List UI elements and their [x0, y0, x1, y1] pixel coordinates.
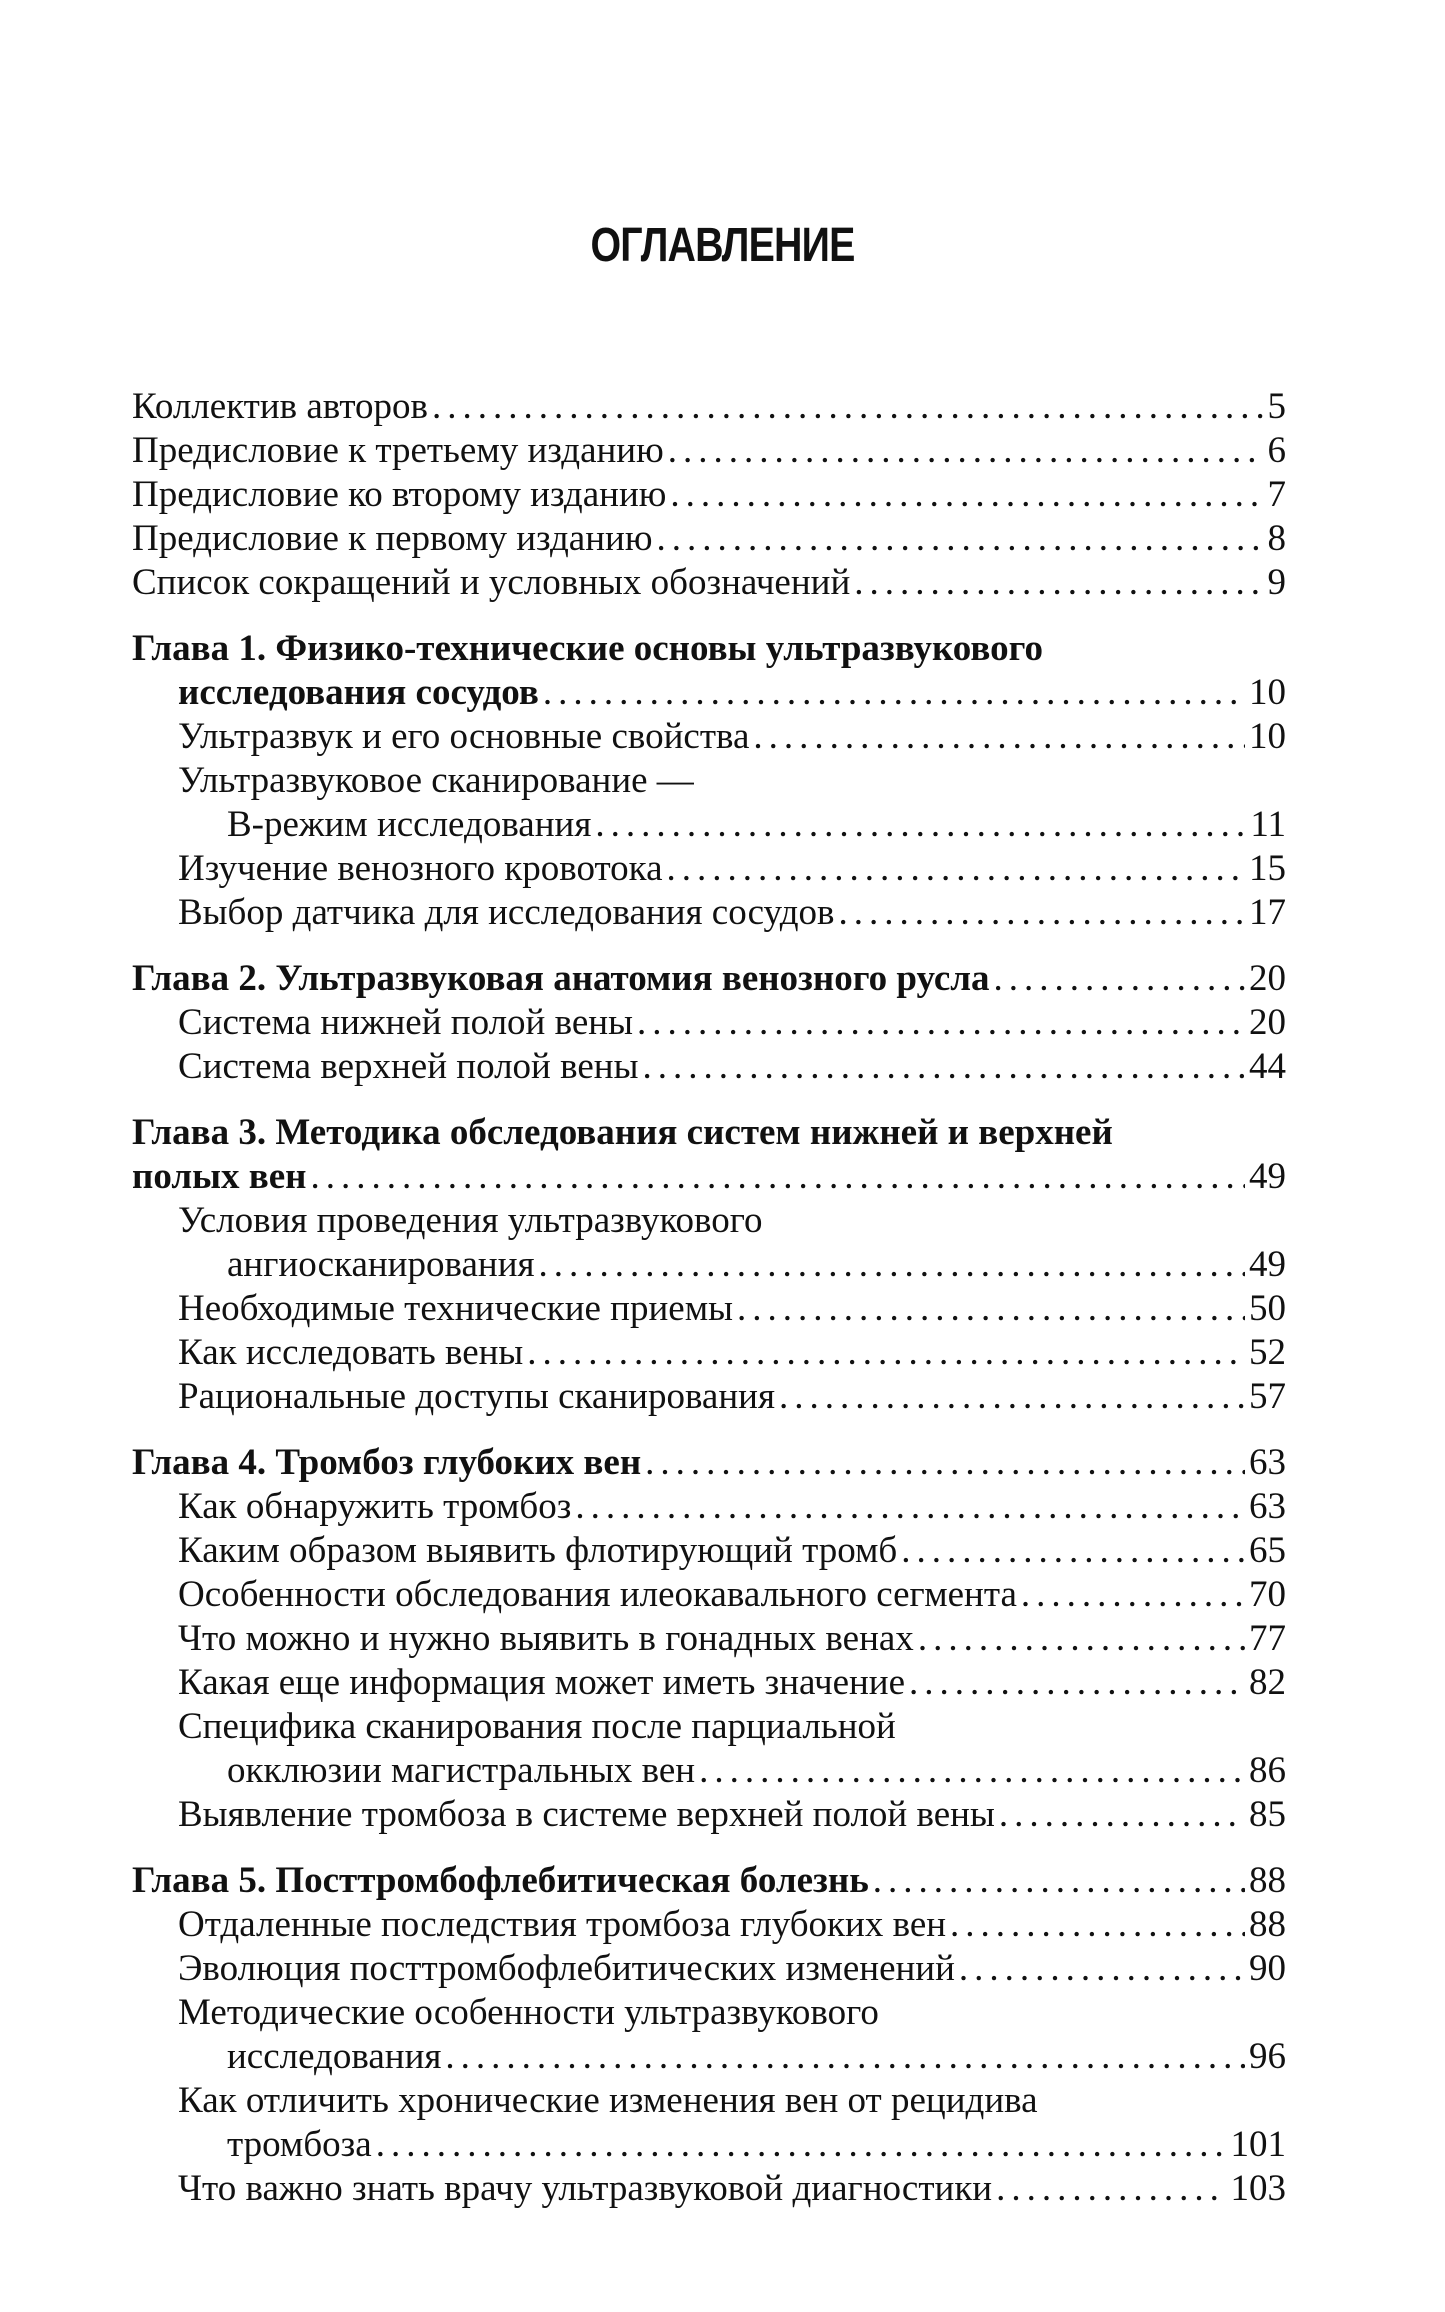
entry-title: Изучение венозного кровотока [178, 848, 663, 889]
chapter-page: 88 [1249, 1860, 1286, 1901]
chapter-3 [132, 1111, 1286, 1419]
entry-title: Ультразвуковое сканирование — [178, 760, 694, 801]
toc-entry [132, 1617, 1286, 1661]
table-of-contents [132, 385, 1286, 2233]
toc-entry [132, 715, 1286, 759]
dot-leader [909, 1661, 1245, 1705]
entry-title: Особенности обследования илеокавального сегмента [178, 1574, 1017, 1615]
entry-page: 9 [1267, 562, 1286, 603]
dot-leader [575, 1485, 1245, 1529]
entry-page: 103 [1230, 2168, 1286, 2209]
entry-page: 90 [1249, 1948, 1286, 1989]
dot-leader [854, 561, 1263, 605]
entry-title: Предисловие к первому изданию [132, 518, 653, 559]
dot-leader [595, 803, 1246, 847]
toc-entry [132, 891, 1286, 935]
chapter-page: 20 [1249, 958, 1286, 999]
chapter-4 [132, 1441, 1286, 1837]
chapter-heading [132, 1859, 1286, 1903]
entry-page: 85 [1249, 1794, 1286, 1835]
entry-title: Как отличить хронические изменения вен от рецидива [178, 2080, 1038, 2121]
chapter-heading-continued [132, 1155, 1286, 1199]
toc-entry [132, 1573, 1286, 1617]
toc-entry [132, 561, 1286, 605]
toc-entry-continued [132, 1243, 1286, 1287]
dot-leader [376, 2123, 1227, 2167]
dot-leader [839, 891, 1245, 935]
toc-entry [132, 1199, 1286, 1243]
toc-entry [132, 1375, 1286, 1419]
dot-leader [645, 1441, 1245, 1485]
entry-title: Выявление тромбоза в системе верхней полой вены [178, 1794, 995, 1835]
entry-title: Отдаленные последствия тромбоза глубоких вен [178, 1904, 947, 1945]
dot-leader [637, 1001, 1245, 1045]
dot-leader [950, 1903, 1245, 1947]
chapter-page: 63 [1249, 1442, 1286, 1483]
dot-leader [996, 2167, 1226, 2211]
toc-entry-continued [132, 2123, 1286, 2167]
dot-leader [667, 847, 1246, 891]
entry-page: 6 [1267, 430, 1286, 471]
dot-leader [918, 1617, 1245, 1661]
toc-entry [132, 1331, 1286, 1375]
entry-page: 15 [1249, 848, 1286, 889]
entry-title: Каким образом выявить флотирующий тромб [178, 1530, 898, 1571]
dot-leader [737, 1287, 1245, 1331]
dot-leader [668, 429, 1264, 473]
chapter-5 [132, 1859, 1286, 2211]
entry-page: 70 [1249, 1574, 1286, 1615]
entry-title: Условия проведения ультразвукового [178, 1200, 763, 1241]
toc-entry [132, 1947, 1286, 1991]
toc-entry [132, 1001, 1286, 1045]
entry-page: 52 [1249, 1332, 1286, 1373]
dot-leader [779, 1375, 1245, 1419]
entry-title: Ультразвук и его основные свойства [178, 716, 750, 757]
dot-leader [1021, 1573, 1245, 1617]
dot-leader [445, 2035, 1245, 2079]
entry-title: исследования [227, 2036, 442, 2077]
entry-title: Система нижней полой вены [178, 1002, 633, 1043]
entry-title: Необходимые технические приемы [178, 1288, 733, 1329]
toc-entry [132, 1045, 1286, 1089]
dot-leader [901, 1529, 1245, 1573]
entry-title: Как обнаружить тромбоз [178, 1486, 572, 1527]
dot-leader [999, 1793, 1245, 1837]
dot-leader [543, 671, 1245, 715]
chapter-title: Глава 3. Методика обследования систем нижней и верхней [132, 1112, 1113, 1153]
dot-leader [656, 517, 1263, 561]
dot-leader [527, 1331, 1245, 1375]
toc-entry [132, 1793, 1286, 1837]
chapter-page: 49 [1249, 1156, 1286, 1197]
entry-page: 65 [1249, 1530, 1286, 1571]
entry-title: Что можно и нужно выявить в гонадных венах [178, 1618, 914, 1659]
dot-leader [310, 1155, 1245, 1199]
toc-entry-continued [132, 803, 1286, 847]
chapter-2 [132, 957, 1286, 1089]
chapter-title: Глава 1. Физико-технические основы ультразвукового [132, 628, 1043, 669]
entry-title: Предисловие к третьему изданию [132, 430, 664, 471]
entry-page: 10 [1249, 716, 1286, 757]
entry-page: 7 [1267, 474, 1286, 515]
front-matter [132, 385, 1286, 605]
entry-page: 17 [1249, 892, 1286, 933]
toc-entry [132, 847, 1286, 891]
entry-title: Что важно знать врачу ультразвуковой диагностики [178, 2168, 993, 2209]
toc-entry-continued [132, 1749, 1286, 1793]
entry-page: 20 [1249, 1002, 1286, 1043]
toc-entry [132, 1991, 1286, 2035]
dot-leader [670, 473, 1263, 517]
entry-title: Как исследовать вены [178, 1332, 524, 1373]
toc-entry [132, 473, 1286, 517]
toc-entry [132, 1661, 1286, 1705]
entry-title: окклюзии магистральных вен [227, 1750, 696, 1791]
chapter-heading-continued [132, 671, 1286, 715]
entry-title: Какая еще информация может иметь значение [178, 1662, 906, 1703]
entry-title: Специфика сканирования после парциальной [178, 1706, 896, 1747]
toc-entry [132, 1485, 1286, 1529]
entry-page: 88 [1249, 1904, 1286, 1945]
toc-entry [132, 759, 1286, 803]
dot-leader [959, 1947, 1245, 1991]
entry-title: ангиосканирования [227, 1244, 535, 1285]
dot-leader [994, 957, 1245, 1001]
entry-page: 77 [1249, 1618, 1286, 1659]
toc-entry [132, 2079, 1286, 2123]
entry-page: 50 [1249, 1288, 1286, 1329]
chapter-1 [132, 627, 1286, 935]
entry-title: Коллектив авторов [132, 386, 428, 427]
dot-leader [873, 1859, 1245, 1903]
entry-page: 63 [1249, 1486, 1286, 1527]
entry-page: 82 [1249, 1662, 1286, 1703]
chapter-heading [132, 1111, 1286, 1155]
entry-title: Система верхней полой вены [178, 1046, 639, 1087]
chapter-title: исследования сосудов [178, 672, 539, 713]
chapter-heading [132, 957, 1286, 1001]
entry-page: 49 [1249, 1244, 1286, 1285]
chapter-title: Глава 2. Ультразвуковая анатомия венозного русла [132, 958, 990, 999]
dot-leader [753, 715, 1245, 759]
toc-entry [132, 429, 1286, 473]
toc-entry-continued [132, 2035, 1286, 2079]
entry-page: 101 [1230, 2124, 1286, 2165]
entry-page: 96 [1249, 2036, 1286, 2077]
dot-leader [432, 385, 1264, 429]
toc-entry [132, 1529, 1286, 1573]
entry-title: Эволюция посттромбофлебитических изменений [178, 1948, 955, 1989]
chapter-title: Глава 4. Тромбоз глубоких вен [132, 1442, 642, 1483]
entry-title: Рациональные доступы сканирования [178, 1376, 775, 1417]
chapter-title: Глава 5. Посттромбофлебитическая болезнь [132, 1860, 869, 1901]
toc-entry [132, 385, 1286, 429]
entry-title: Методические особенности ультразвукового [178, 1992, 879, 2033]
dot-leader [699, 1749, 1245, 1793]
entry-page: 5 [1267, 386, 1286, 427]
entry-title: Предисловие ко второму изданию [132, 474, 667, 515]
entry-title: В-режим исследования [227, 804, 592, 845]
entry-page: 8 [1267, 518, 1286, 559]
toc-entry [132, 1903, 1286, 1947]
chapter-page: 10 [1249, 672, 1286, 713]
chapter-heading [132, 627, 1286, 671]
toc-entry [132, 1287, 1286, 1331]
entry-page: 11 [1250, 804, 1286, 845]
chapter-heading [132, 1441, 1286, 1485]
entry-page: 57 [1249, 1376, 1286, 1417]
chapter-title: полых вен [132, 1156, 307, 1197]
entry-page: 86 [1249, 1750, 1286, 1791]
toc-entry [132, 517, 1286, 561]
entry-page: 44 [1249, 1046, 1286, 1087]
entry-title: Выбор датчика для исследования сосудов [178, 892, 835, 933]
dot-leader [642, 1045, 1245, 1089]
toc-entry [132, 1705, 1286, 1749]
page-title: ОГЛАВЛЕНИЕ [590, 219, 855, 272]
toc-entry [132, 2167, 1286, 2211]
entry-title: тромбоза [227, 2124, 372, 2165]
entry-title: Список сокращений и условных обозначений [132, 562, 851, 603]
dot-leader [539, 1243, 1245, 1287]
